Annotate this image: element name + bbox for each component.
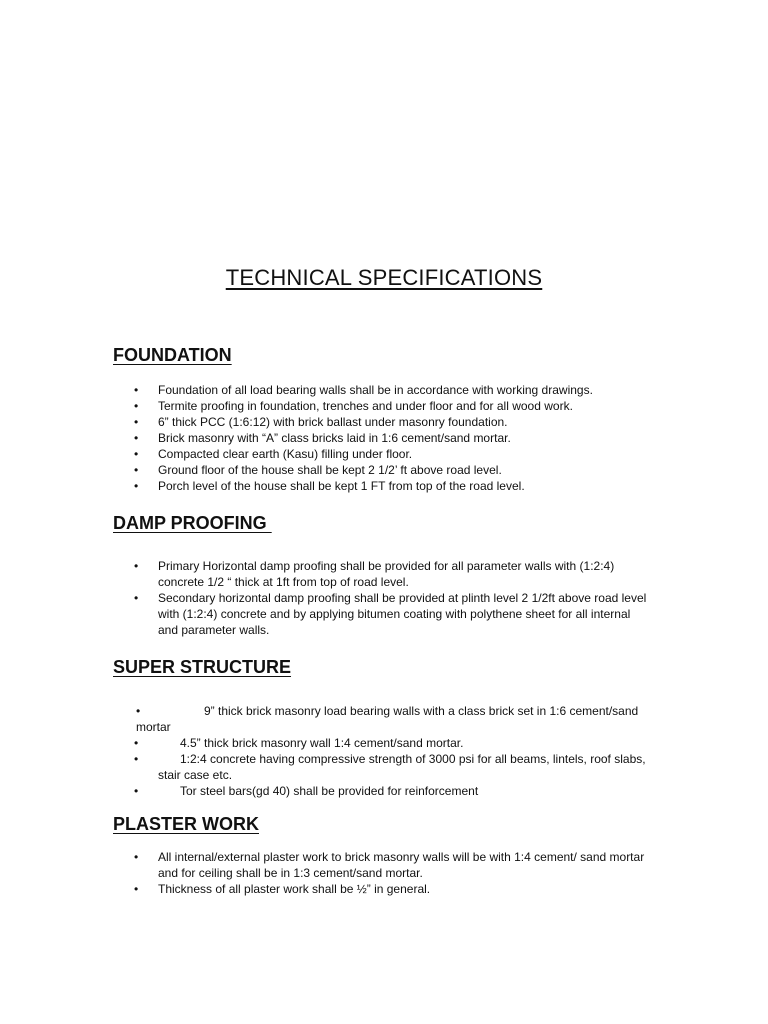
list-item: • Tor steel bars(gd 40) shall be provided for reinforcement bbox=[134, 784, 479, 798]
section-heading-super-structure: SUPER STRUCTURE bbox=[113, 657, 292, 677]
list-item: • 6” thick PCC (1:6:12) with brick ballast under masonry foundation. bbox=[134, 415, 508, 429]
bullet-icon: • bbox=[136, 704, 141, 718]
super-structure-list bbox=[113, 703, 653, 799]
foundation-list bbox=[113, 382, 653, 494]
section-damp-proofing bbox=[113, 512, 653, 638]
bullet-icon: • bbox=[134, 850, 139, 864]
list-item: • Secondary horizontal damp proofing shall be provided at plinth level 2 1/2ft above road level with (1:2:4) concrete and by applying bitumen coating with polythene sheet for all internal and parameter walls. bbox=[134, 591, 647, 637]
section-heading-foundation: FOUNDATION bbox=[113, 345, 232, 365]
list-item: • 9” thick brick masonry load bearing walls with a class brick set in 1:6 cement/sand mortar bbox=[136, 704, 639, 734]
list-item: • Ground floor of the house shall be kept 2 1/2’ ft above road level. bbox=[134, 463, 502, 477]
section-heading-plaster-work: PLASTER WORK bbox=[113, 814, 259, 834]
bullet-icon: • bbox=[134, 479, 139, 493]
section-super-structure bbox=[113, 656, 653, 799]
document-title: TECHNICAL SPECIFICATIONS bbox=[225, 265, 543, 290]
bullet-icon: • bbox=[134, 383, 139, 397]
list-item: • Thickness of all plaster work shall be ½” in general. bbox=[134, 882, 431, 896]
bullet-icon: • bbox=[134, 736, 139, 750]
section-plaster-work bbox=[113, 813, 653, 897]
bullet-icon: • bbox=[134, 752, 139, 766]
list-item: • Brick masonry with “A” class bricks laid in 1:6 cement/sand mortar. bbox=[134, 431, 511, 445]
list-item: • 4.5” thick brick masonry wall 1:4 cement/sand mortar. bbox=[134, 736, 464, 750]
bullet-icon: • bbox=[134, 591, 139, 605]
list-item: • 1:2:4 concrete having compressive strength of 3000 psi for all beams, lintels, roof slabs, stair case etc. bbox=[134, 752, 646, 782]
bullet-icon: • bbox=[134, 447, 139, 461]
bullet-icon: • bbox=[134, 882, 139, 896]
bullet-icon: • bbox=[134, 415, 139, 429]
list-item: • Termite proofing in foundation, trenches and under floor and for all wood work. bbox=[134, 399, 573, 413]
section-heading-damp-proofing: DAMP PROOFING bbox=[113, 513, 272, 533]
bullet-icon: • bbox=[134, 431, 139, 445]
list-item: • Porch level of the house shall be kept 1 FT from top of the road level. bbox=[134, 479, 525, 493]
list-item: • All internal/external plaster work to brick masonry walls will be with 1:4 cement/ sand mortar and for ceiling shall be in 1:3 cement/sand mortar. bbox=[134, 850, 645, 880]
bullet-icon: • bbox=[134, 463, 139, 477]
bullet-icon: • bbox=[134, 784, 139, 798]
bullet-icon: • bbox=[134, 559, 139, 573]
section-foundation bbox=[113, 344, 653, 494]
list-item: • Foundation of all load bearing walls shall be in accordance with working drawings. bbox=[134, 383, 593, 397]
list-item: • Compacted clear earth (Kasu) filling under floor. bbox=[134, 447, 413, 461]
damp-proofing-list bbox=[113, 558, 653, 638]
bullet-icon: • bbox=[134, 399, 139, 413]
plaster-work-list bbox=[113, 849, 653, 897]
list-item: • Primary Horizontal damp proofing shall be provided for all parameter walls with (1:2:4) concrete 1/2 “ thick at 1ft from top of road level. bbox=[134, 559, 615, 589]
